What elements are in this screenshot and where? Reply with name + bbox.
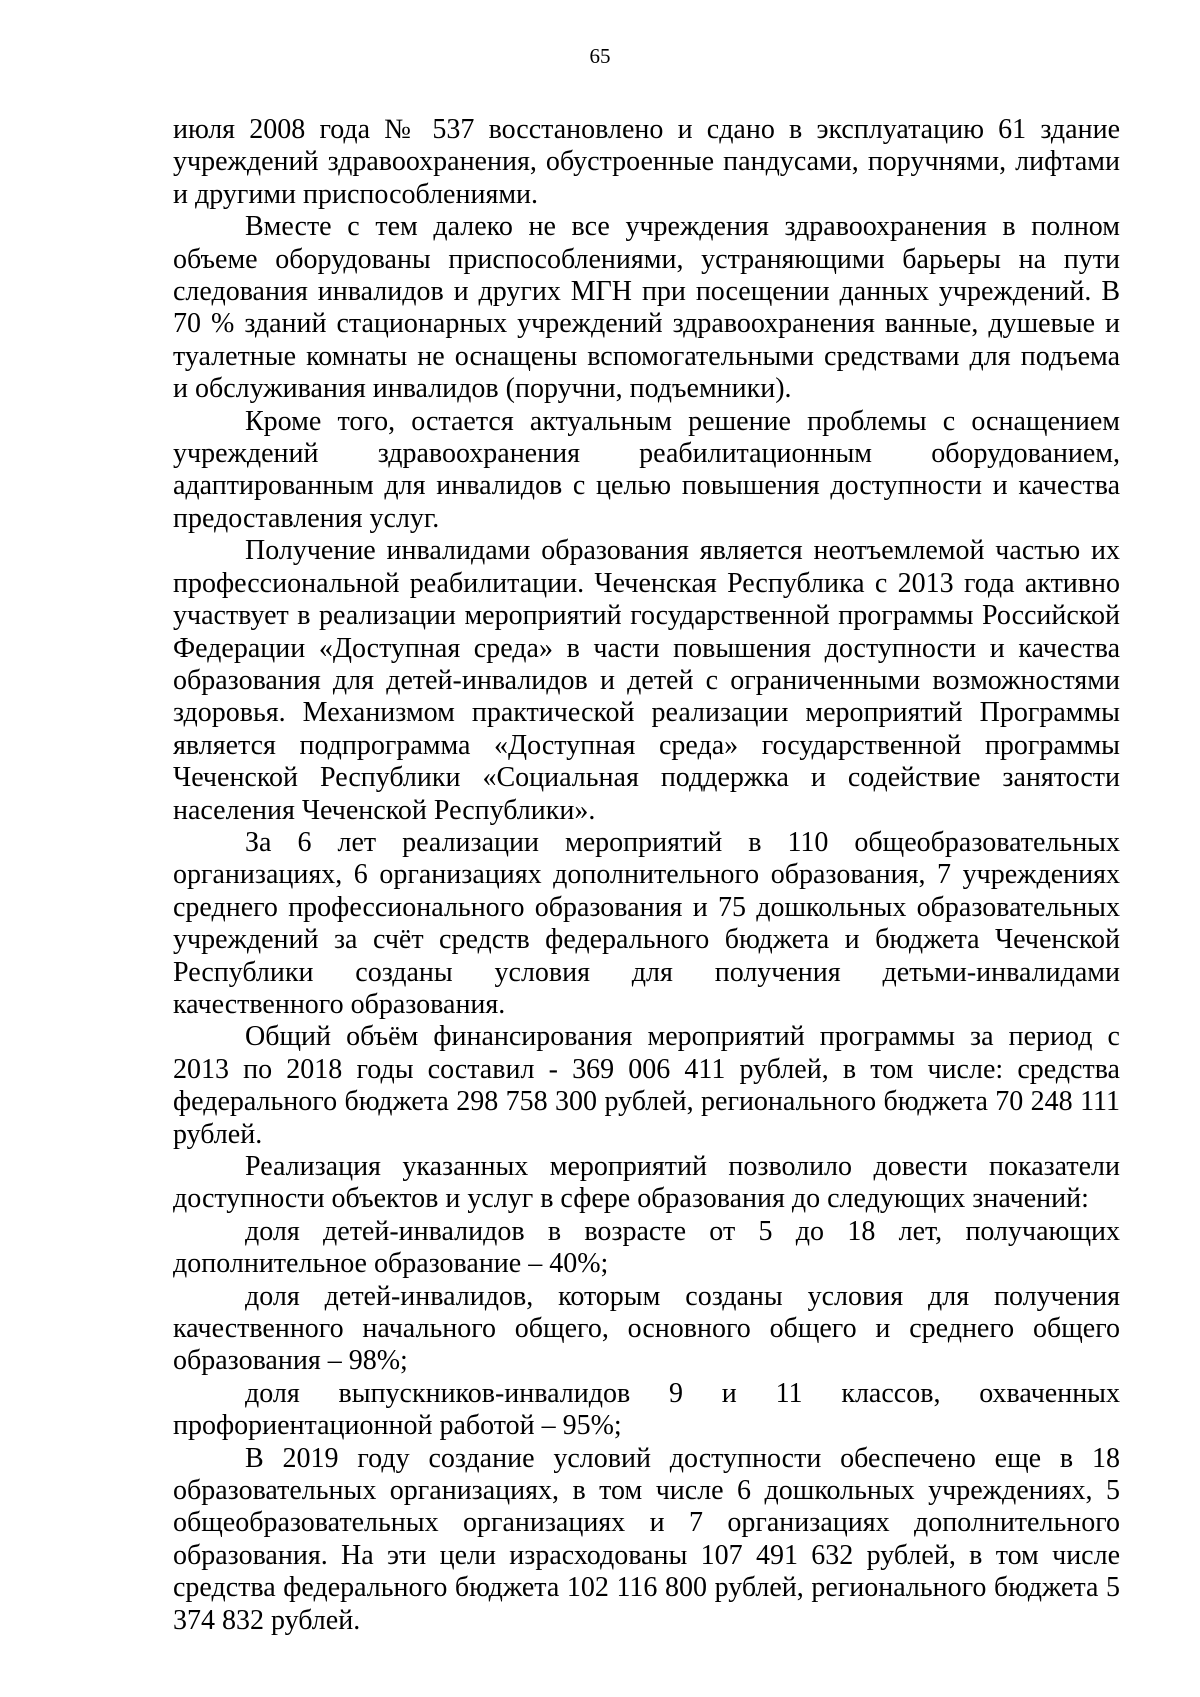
page-number: 65: [589, 44, 611, 68]
paragraph-2019-results: В 2019 году создание условий доступности обеспечено еще в 18 образовательных организациях, в том числе 6 дошкольных учреждениях, 5 общеобразовательных организациях и 7 организациях дополнительного образования. На эти цели израсходованы 107 491 632 рублей, в том числе средства федерального бюджета 102 116 800 рублей, регионального бюджета 5 374 832 рублей.: [173, 1442, 1120, 1636]
paragraph-rehab-equipment: Кроме того, остается актуальным решение проблемы с оснащением учреждений здравоохранения реабилитационным оборудованием, адаптированным для инвалидов с целью повышения доступности и качества предоставления услуг.: [173, 405, 1120, 534]
list-item-indicator-additional-education: доля детей-инвалидов в возрасте от 5 до 18 лет, получающих дополнительное образование – 40%;: [173, 1215, 1120, 1280]
paragraph-education-program: Получение инвалидами образования является неотъемлемой частью их профессиональной реабилитации. Чеченская Республика с 2013 года активно участвует в реализации мероприятий государственной программы Российской Федерации «Доступная среда» в части повышения доступности и качества образования для детей-инвалидов и детей с ограниченными возможностями здоровья. Механизмом практической реализации мероприятий Программы является подпрограмма «Доступная среда» государственной программы Чеченской Республики «Социальная поддержка и содействие занятости населения Чеченской Республики».: [173, 535, 1120, 826]
paragraph-financing-2013-2018: Общий объём финансирования мероприятий программы за период с 2013 по 2018 годы составил - 369 006 411 рублей, в том числе: средства федерального бюджета 298 758 300 рублей, регионального бюджета 70 248 111 рублей.: [173, 1021, 1120, 1150]
document-body: [173, 114, 1120, 1637]
paragraph-indicators-intro: Реализация указанных мероприятий позволило довести показатели доступности объектов и услуг в сфере образования до следующих значений:: [173, 1151, 1120, 1215]
list-item-indicator-career-guidance: доля выпускников-инвалидов 9 и 11 классов, охваченных профориентационной работой – 95%;: [173, 1377, 1120, 1442]
paragraph-continuation: июля 2008 года № 537 восстановлено и сдано в эксплуатацию 61 здание учреждений здравоохранения, обустроенные пандусами, поручнями, лифтами и другими приспособлениями.: [173, 114, 1120, 210]
list-item-indicator-general-education: доля детей-инвалидов, которым созданы условия для получения качественного начального общего, основного общего и среднего общего образования – 98%;: [173, 1280, 1120, 1377]
paragraph-six-years-results: За 6 лет реализации мероприятий в 110 общеобразовательных организациях, 6 организациях дополнительного образования, 7 учреждениях среднего профессионального образования и 75 дошкольных образовательных учреждений за счёт средств федерального бюджета и бюджета Чеченской Республики созданы условия для получения детьми-инвалидами качественного образования.: [173, 826, 1120, 1020]
paragraph-healthcare-barriers: Вместе с тем далеко не все учреждения здравоохранения в полном объеме оборудованы приспособлениями, устраняющими барьеры на пути следования инвалидов и других МГН при посещении данных учреждений. В 70 % зданий стационарных учреждений здравоохранения ванные, душевые и туалетные комнаты не оснащены вспомогательными средствами для подъема и обслуживания инвалидов (поручни, подъемники).: [173, 211, 1120, 405]
